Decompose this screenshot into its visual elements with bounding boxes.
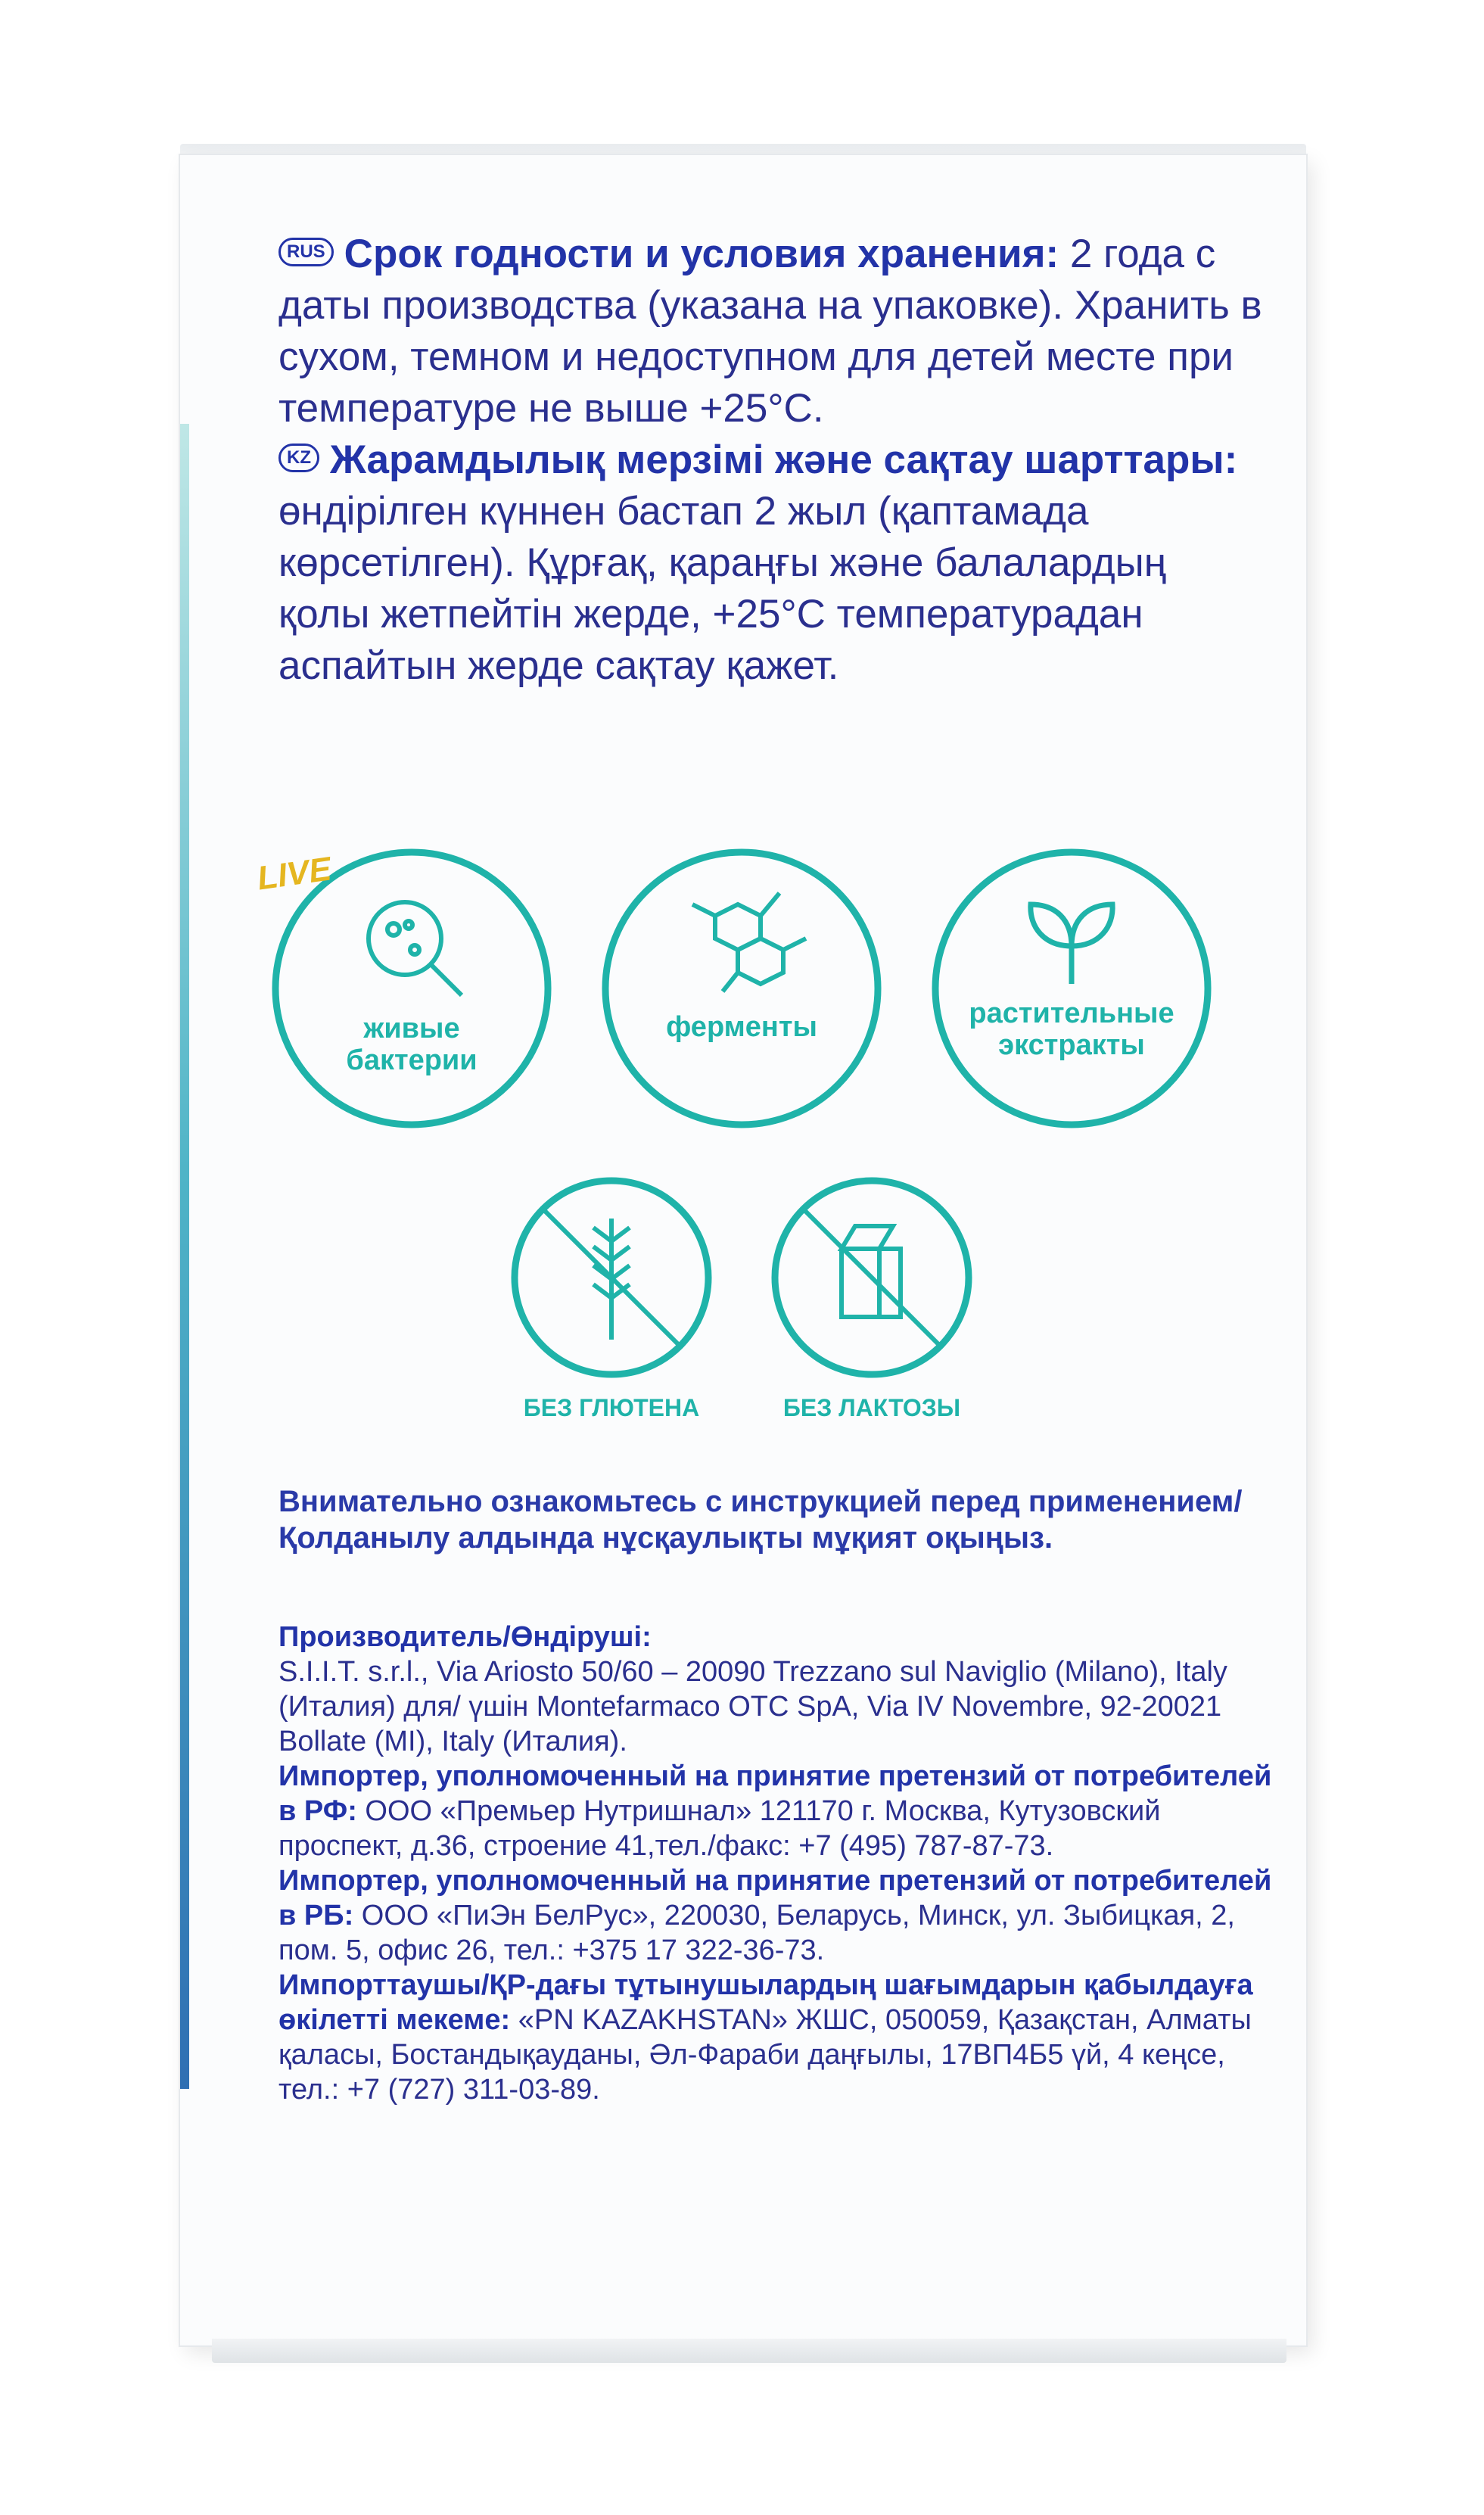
bacteria-label [306,1013,518,1076]
importer-rf-block [278,1759,1277,1863]
storage-kz [278,434,1262,692]
importer-kz-title: Импорттаушы/ҚР-дағы тұтынушылардың шағымдарын қабылдауға өкілетті мекеме: [278,1969,1253,2036]
extracts-label-line2: экстракты [998,1029,1145,1061]
lactose-free-label: БЕЗ ЛАКТОЗЫ [782,1394,961,1421]
importer-rb-block [278,1863,1277,1968]
box-side-stripe [180,424,189,2089]
importer-rf-title: Импортер, уполномоченный на принятие претензий от потребителей в РФ: [278,1760,1272,1827]
rus-text: 2 года с даты производства (указана на упаковке). Хранить в сухом, темном и недоступном для детей месте при температуре не выше +25°С. [278,232,1262,431]
bacteria-label-line1: живые [363,1013,460,1044]
kz-text: өндірілген күннен бастап 2 жыл (қаптамада көрсетілген). Құрғақ, қараңғы және балалардың қолы жетпейтін жерде, +25°С температурадан аспайтын жерде сақтау қажет. [278,489,1167,688]
manufacturer-title: Производитель/Өндіруші: [278,1621,652,1653]
extracts-label [935,998,1208,1061]
importer-kz-text: «PN KAZAKHSTAN» ЖШС, 050059, Қазақстан, Алматы қаласы, Бостандықауданы, Әл-Фараби даңғылы, 17ВП4Б5 үй, 4 кеңсе, тел.: +7 (727) 311-03-89. [278,2004,1252,2106]
kz-title: Жарамдылық мерзімі және сақтау шарттары: [330,437,1238,482]
importer-rf-text: ООО «Премьер Нутришнал» 121170 г. Москва, Кутузовский проспект, д.36, строение 41,тел./факс: +7 (495) 787-87-73. [278,1795,1161,1862]
enzymes-label: ферменты [666,1011,817,1043]
gluten-free-label: БЕЗ ГЛЮТЕНА [523,1394,700,1421]
storage-rus [278,229,1262,434]
importer-rb-title: Импортер, уполномоченный на принятие претензий от потребителей в РБ: [278,1865,1272,1931]
extracts-label-line1: растительные [969,998,1174,1029]
box-bottom-edge [212,2339,1286,2363]
manufacturer-text: S.I.I.T. s.r.l., Via Ariosto 50/60 – 20090 Trezzano sul Naviglio (Milano), Italy (Италия) для/ үшін Montefarmaco OTC SpA, Via IV Novembre, 92-20021 Bollate (MI), Italy (Италия). [278,1656,1227,1757]
manufacturer-block [278,1620,1277,1759]
live-tag: LIVE [254,850,334,898]
manufacturer-info [278,1620,1277,2107]
rus-badge: RUS [278,238,334,266]
rus-title: Срок годности и условия хранения: [344,232,1059,276]
importer-kz-block [278,1968,1277,2107]
importer-rb-text: ООО «ПиЭн БелРус», 220030, Беларусь, Минск, ул. Зыбицкая, 2, пом. 5, офис 26, тел.: +375 17 322-36-73. [278,1900,1235,1966]
kz-badge: KZ [278,444,319,472]
bacteria-label-line2: бактерии [346,1044,478,1076]
storage-section [278,229,1262,692]
instruction-note: Внимательно ознакомьтесь с инструкцией перед применением/Қолданылу алдында нұсқаулықты мұқият оқыңыз. [278,1485,1243,1555]
